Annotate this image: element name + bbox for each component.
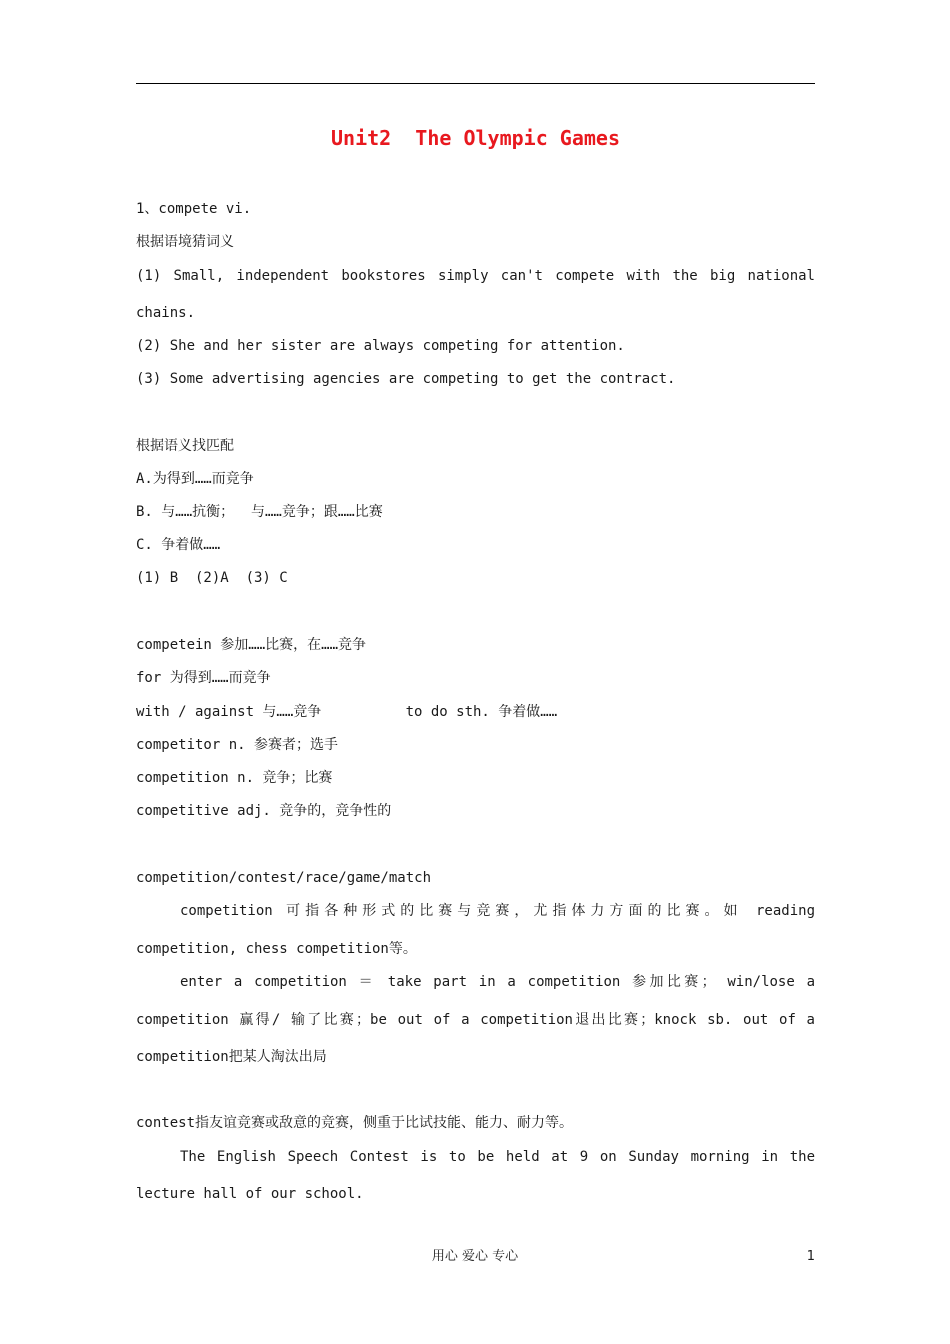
text-line: lecture hall of our school. — [136, 1186, 364, 1202]
text-line: (3) Some advertising agencies are competing to get the contract. — [136, 371, 676, 387]
text-line: contest指友谊竞赛或敌意的竞赛，侧重于比试技能、能力、耐力等。 — [136, 1115, 573, 1131]
text-line: for 为得到……而竞争 — [136, 670, 271, 686]
text-line: The English Speech Contest is to be held at 9 on Sunday morning in the — [180, 1149, 815, 1165]
text-line: competition/contest/race/game/match — [136, 870, 432, 886]
footer-text: 用心 爱心 专心 — [431, 1249, 519, 1264]
text-line: enter a competition ＝ take part in a competition 参加比赛； win/lose a — [180, 974, 815, 990]
page-number: 1 — [806, 1249, 815, 1264]
header-rule — [136, 83, 815, 84]
text-line: B. 与……抗衡； 与……竞争；跟……比赛 — [136, 504, 383, 520]
text-line: with / against 与……竞争 to do sth. 争着做…… — [136, 704, 558, 720]
text-line: C. 争着做…… — [136, 537, 221, 553]
text-line: competitive adj. 竞争的，竞争性的 — [136, 803, 392, 819]
text-line: competition把某人淘汰出局 — [136, 1049, 327, 1065]
text-line: competition n. 竞争；比赛 — [136, 770, 333, 786]
text-line: A.为得到……而竞争 — [136, 471, 254, 487]
text-line: chains. — [136, 305, 196, 321]
text-line: competitor n. 参赛者；选手 — [136, 737, 339, 753]
text-line: competition 可指各种形式的比赛与竞赛，尤指体力方面的比赛。如 reading — [180, 903, 815, 919]
text-line: 1、compete vi. — [136, 201, 252, 217]
text-line: (1) B (2)A (3) C — [136, 570, 288, 586]
text-line: 根据语义找匹配 — [136, 438, 234, 454]
text-line: (1) Small, independent bookstores simply can't compete with the big national — [136, 268, 815, 284]
text-line: competein 参加……比赛，在……竞争 — [136, 637, 367, 653]
text-line: competition, chess competition等。 — [136, 941, 417, 957]
text-line: (2) She and her sister are always competing for attention. — [136, 338, 625, 354]
text-line: 根据语境猜词义 — [136, 234, 234, 250]
document-title: Unit2 The Olympic Games — [331, 126, 620, 150]
text-line: competition 赢得/ 输了比赛；be out of a competition退出比赛；knock sb. out of a — [136, 1012, 815, 1028]
